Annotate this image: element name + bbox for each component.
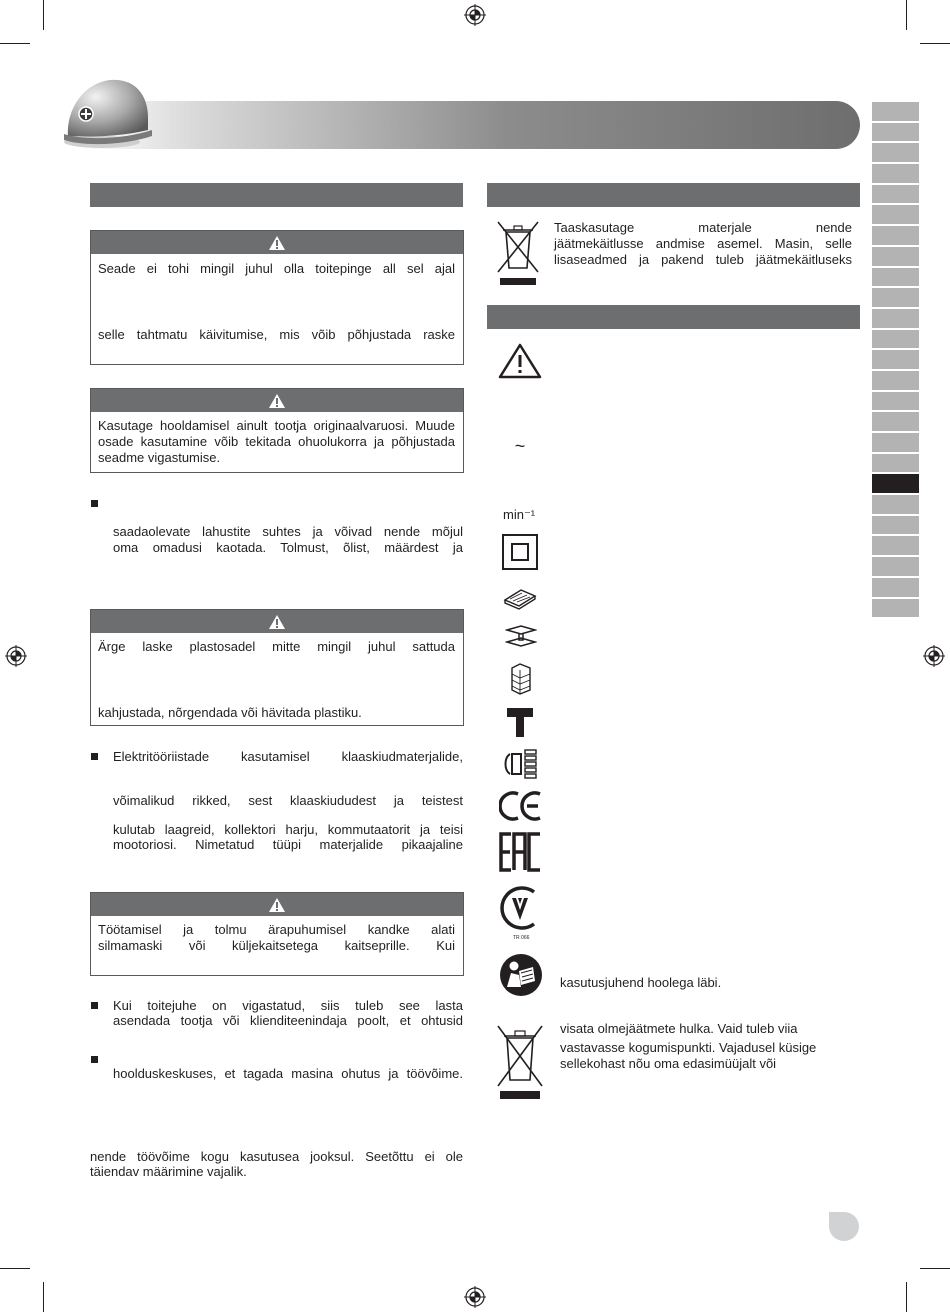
crop-mark: [906, 0, 907, 30]
warning-icon: [268, 235, 286, 251]
warning-icon: [498, 343, 542, 379]
language-tab: [872, 247, 919, 266]
recycling-text: lisaseadmed ja pakend tuleb jäätmekäitluseks: [554, 252, 852, 267]
crop-mark: [906, 1282, 907, 1312]
crop-mark: [43, 1282, 44, 1312]
language-tab: [872, 578, 919, 597]
language-tab: [872, 205, 919, 224]
language-tab: [872, 536, 919, 555]
language-tab: [872, 454, 919, 473]
section-header-bar: [487, 183, 860, 207]
language-tab: [872, 185, 919, 204]
warning-text: kahjustada, nõrgendada või hävitada plastiku.: [98, 705, 362, 720]
language-tab: [872, 371, 919, 390]
warning-text: silmamaski või küljekaitsetega kaitseprille. Kui: [98, 938, 455, 953]
page-number-badge: [829, 1212, 859, 1241]
registration-mark-icon: [923, 645, 945, 667]
double-insulation-icon: [502, 534, 538, 570]
warning-box-header: [91, 610, 463, 633]
recycling-text: jäätmekäitlusse andmise asemel. Masin, selle: [554, 236, 852, 251]
warning-box: [90, 230, 464, 365]
language-tabs: [872, 102, 919, 619]
bullet-text: Elektritööriistade kasutamisel klaaskiudmaterjalide,: [113, 749, 463, 764]
hammer-icon: [506, 706, 534, 738]
warning-text: selle tahtmatu käivitumise, mis võib põhjustada raske: [98, 327, 455, 342]
paragraph-text: nende töövõime kogu kasutusea jooksul. Seetõttu ei ole: [90, 1149, 463, 1164]
language-tab: [872, 412, 919, 431]
registration-mark-icon: [5, 645, 27, 667]
language-tab: [872, 102, 919, 121]
crop-mark: [43, 0, 44, 30]
bullet-text: Kui toitejuhe on vigastatud, siis tuleb see lasta: [113, 998, 463, 1013]
language-tab: [872, 433, 919, 452]
section-header-bar: [90, 183, 463, 207]
language-tab: [872, 516, 919, 535]
bullet-text: kulutab laagreid, kollektori harju, kommutaatorit ja teisi: [113, 822, 463, 837]
section-header-bar: [487, 305, 860, 329]
language-tab: [872, 350, 919, 369]
warning-box-header: [91, 231, 463, 254]
language-tab: [872, 226, 919, 245]
recycling-text: Taaskasutage materjale nende: [554, 220, 852, 235]
language-tab: [872, 557, 919, 576]
ce-mark-icon: [499, 790, 543, 822]
bullet-marker: [91, 500, 98, 507]
warning-text: Töötamisel ja tolmu ärapuhumisel kandke alati: [98, 922, 455, 937]
bullet-marker: [91, 753, 98, 760]
bullet-text: hoolduskeskuses, et tagada masina ohutus ja töövõime.: [113, 1066, 463, 1081]
wood-icon: [503, 586, 537, 610]
crossed-bin-icon: [496, 1024, 544, 1100]
language-tab: [872, 268, 919, 287]
registration-mark-icon: [464, 1286, 486, 1308]
bullet-text: asendada tootja või klienditeenindaja poolt, et ohtusid: [113, 1013, 463, 1028]
registration-mark-icon: [464, 4, 486, 26]
language-tab: [872, 164, 919, 183]
crop-mark: [0, 43, 30, 44]
disposal-text: visata olmejäätmete hulka. Vaid tuleb viia: [560, 1021, 798, 1036]
warning-box-header: [91, 389, 463, 412]
bullet-text: mootoriosi. Nimetatud tüüpi materjalide pikaajaline: [113, 837, 463, 852]
speed-unit-label: min⁻¹: [503, 507, 536, 522]
language-tab: [872, 330, 919, 349]
language-tab-active: [872, 474, 919, 493]
warning-icon: [268, 614, 286, 630]
crop-mark: [0, 1268, 30, 1269]
warning-box-header: [91, 893, 463, 916]
alternating-current-icon: ~: [514, 435, 526, 456]
manual-text: kasutusjuhend hoolega läbi.: [560, 975, 722, 990]
warning-icon: [268, 393, 286, 409]
language-tab: [872, 143, 919, 162]
bullet-marker: [91, 1002, 98, 1009]
language-tab: [872, 495, 919, 514]
crop-mark: [920, 43, 950, 44]
warning-icon: [268, 897, 286, 913]
warning-text: Seade ei tohi mingil juhul olla toitepinge all sel ajal: [98, 261, 455, 276]
speed-settings-icon: [502, 748, 538, 780]
bullet-marker: [91, 1056, 98, 1063]
metal-icon: [505, 624, 537, 650]
language-tab: [872, 288, 919, 307]
crossed-bin-icon: [496, 220, 540, 286]
language-tab: [872, 309, 919, 328]
warning-text: Ärge laske plastosadel mitte mingil juhul sattuda: [98, 639, 455, 654]
disposal-text: sellekohast nõu oma edasimüüjalt või: [560, 1056, 777, 1071]
bullet-text: oma omadusi kaotada. Tolmust, õlist, määrdest ja: [113, 540, 463, 555]
crop-mark: [920, 1268, 950, 1269]
read-manual-icon: [499, 953, 543, 997]
masonry-icon: [508, 662, 532, 696]
helmet-icon: [62, 74, 154, 150]
disposal-text: vastavasse kogumispunkti. Vajadusel küsige: [560, 1040, 817, 1055]
warning-text: Kasutage hooldamisel ainult tootja originaalvaruosi. Muude osade kasutamine võib tekitada ohuolukorra ja põhjustada seadme vigastumise.: [98, 418, 455, 465]
header-banner: [78, 101, 860, 149]
bullet-text: saadaolevate lahustite suhtes ja võivad nende mõjul: [113, 524, 463, 539]
paragraph-text: täiendav määrimine vajalik.: [90, 1164, 247, 1179]
language-tab: [872, 599, 919, 618]
ua-mark-caption: TR 066: [513, 935, 530, 941]
bullet-text: võimalikud rikked, sest klaaskiududest ja teistest: [113, 793, 463, 808]
language-tab: [872, 123, 919, 142]
eac-mark-icon: [499, 830, 543, 874]
language-tab: [872, 392, 919, 411]
